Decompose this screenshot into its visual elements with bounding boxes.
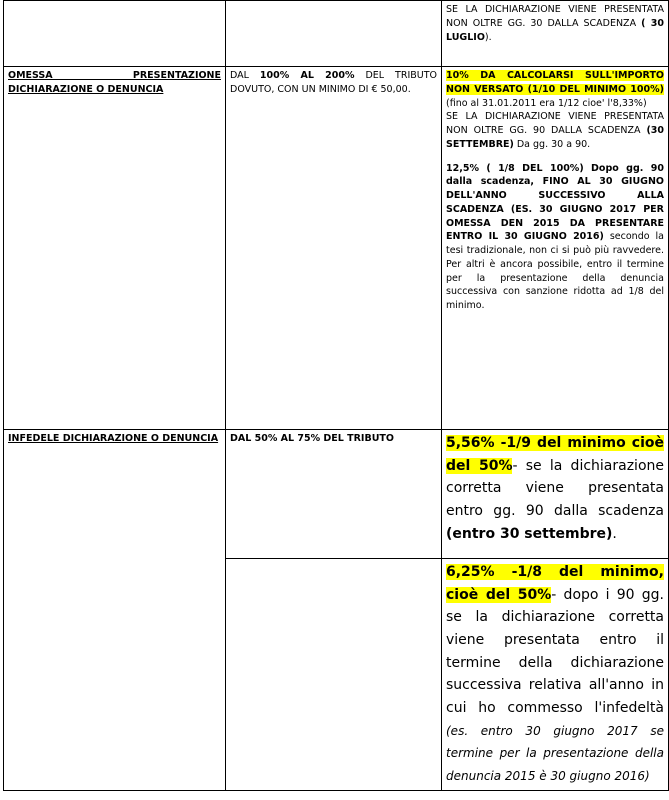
reduction-cell bbox=[442, 430, 669, 559]
sanctions-table bbox=[3, 0, 669, 791]
violation-title: INFEDELE DICHIARAZIONE O DENUNCIA bbox=[8, 433, 219, 444]
cell-empty bbox=[226, 559, 442, 791]
reduction-late-bold: 12,5% ( 1/8 DEL 100%) Dopo gg. 90 dalla scadenza, FINO AL 30 GIUGNO DELL'ANNO SUCCESSIVO ALLA SCADENZA (ES. 30 GIUGNO 2017 PER OMESSA DEN 2015 DA PRESENTARE ENTRO IL 30 GIUGNO 2016) bbox=[446, 162, 664, 243]
reduction-text: - se la dichiarazione corretta viene presentata entro gg. 90 dalla scadenza bbox=[446, 457, 664, 520]
reduction-end: ). bbox=[484, 31, 492, 43]
reduction-deadline: ( 30 LUGLIO bbox=[446, 17, 664, 43]
sanction-text-end: DEL TRIBUTO DOVUTO, CON UN MINIMO DI € 50,00. bbox=[230, 70, 438, 95]
sanction-range: 100% AL 200% bbox=[259, 70, 355, 81]
cell-empty bbox=[226, 1, 442, 67]
table-row bbox=[4, 430, 669, 559]
table-row bbox=[4, 1, 669, 67]
table-row bbox=[4, 67, 669, 430]
reduction-late-text: secondo la tesi tradizionale, non ci si può più ravvedere. Per altri è ancora possibile, entro il termine per la presentazione della denuncia successiva con sanzione ridotta ad 1/8 del minimo. bbox=[446, 231, 664, 312]
cell-empty bbox=[4, 1, 226, 67]
reduction-cell bbox=[442, 559, 669, 791]
violation-cell bbox=[4, 430, 226, 791]
violation-title: OMESSA PRESENTAZIONE DICHIARAZIONE O DENUNCIA bbox=[8, 70, 221, 95]
reduction-highlight: 5,56% -1/9 del minimo cioè del 50% bbox=[446, 435, 664, 474]
sanction-cell bbox=[226, 67, 442, 430]
reduction-highlight: 10% DA CALCOLARSI SULL'IMPORTO NON VERSATO (1/10 DEL MINIMO 100%) bbox=[446, 70, 664, 95]
reduction-text: SE LA DICHIARAZIONE VIENE PRESENTATA NON OLTRE GG. 30 DALLA SCADENZA bbox=[446, 4, 664, 29]
reduction-end: . bbox=[612, 525, 617, 542]
reduction-cell bbox=[442, 1, 669, 67]
reduction-text-end: Da gg. 30 a 90. bbox=[513, 138, 591, 150]
reduction-example: (es. entro 30 giugno 2017 se termine per la presentazione della denuncia 2015 è 30 giugno 2016) bbox=[446, 723, 664, 784]
violation-cell bbox=[4, 67, 226, 430]
reduction-text: - dopo i 90 gg. se la dichiarazione corretta viene presentata entro il termine della dichiarazione successiva relativa all'anno in cui ho commesso l'infedeltà bbox=[446, 586, 664, 717]
reduction-cell bbox=[442, 67, 669, 430]
reduction-note: (fino al 31.01.2011 era 1/12 cioe' l'8,33%) bbox=[446, 97, 647, 109]
reduction-deadline: (entro 30 settembre) bbox=[446, 525, 613, 542]
sanction-text: DAL bbox=[230, 70, 260, 81]
reduction-deadline: (30 SETTEMBRE) bbox=[446, 125, 664, 150]
reduction-text: SE LA DICHIARAZIONE VIENE PRESENTATA NON OLTRE GG. 90 DALLA SCADENZA bbox=[446, 111, 664, 137]
reduction-highlight: 6,25% -1/8 del minimo, cioè del 50% bbox=[446, 564, 664, 603]
sanction-cell bbox=[226, 430, 442, 559]
sanction-range: DAL 50% AL 75% DEL TRIBUTO bbox=[230, 433, 394, 444]
